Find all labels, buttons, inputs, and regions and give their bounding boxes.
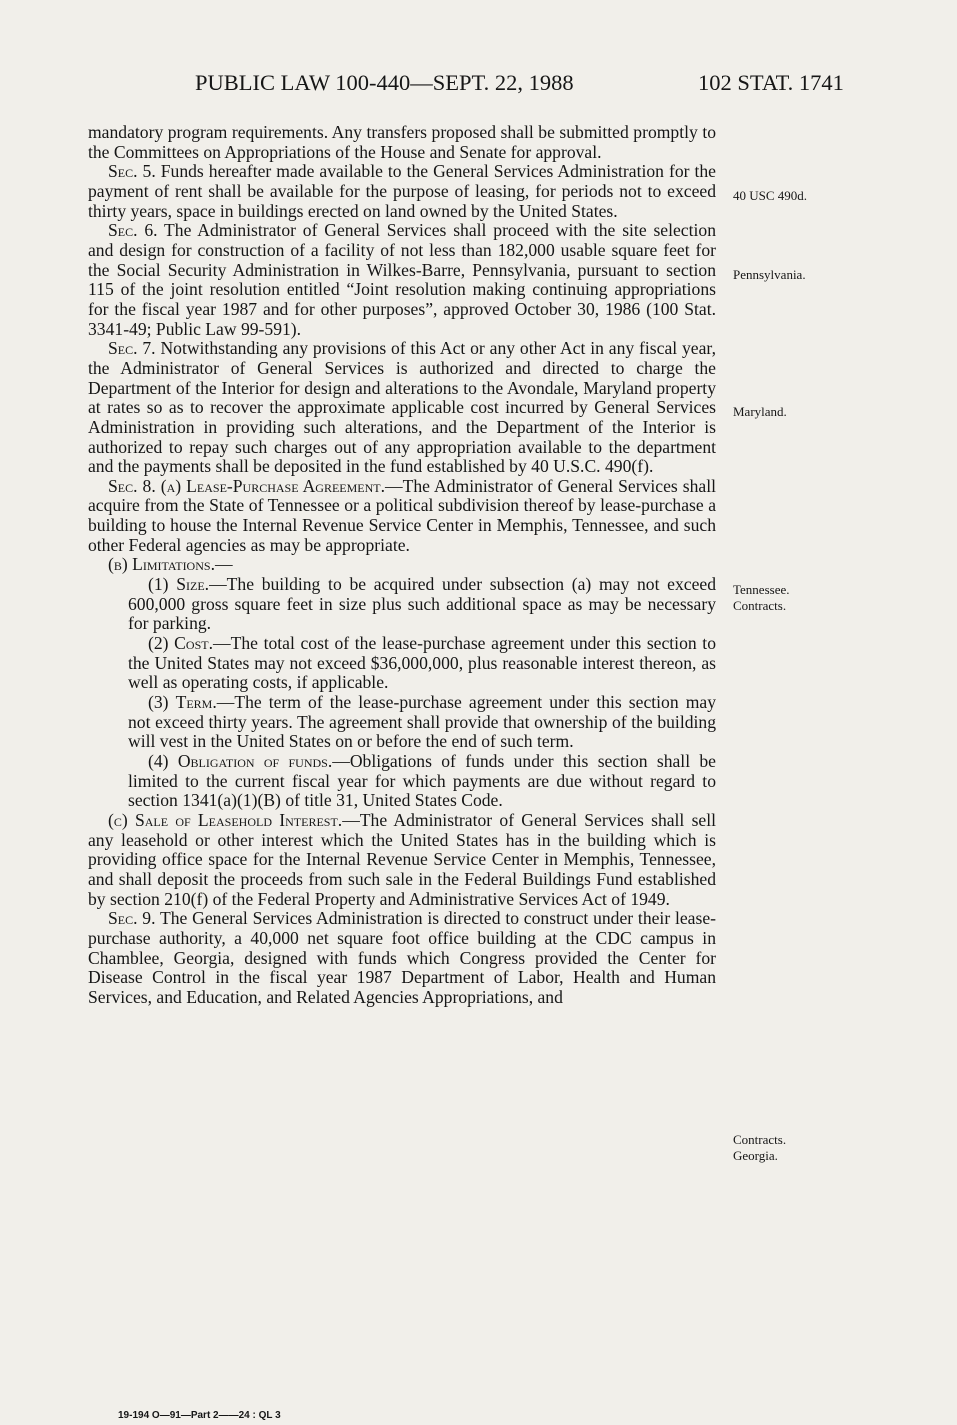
law-text	[88, 123, 716, 1008]
page-header	[0, 70, 957, 106]
item-number: (1)	[148, 574, 177, 595]
margin-note-maryland: Maryland.	[733, 404, 787, 419]
margin-note-contracts: Contracts.	[733, 598, 787, 613]
section-text: —The Administrator of General Services shall acquire from the State of Tennessee or a political subdivision thereof by lease-purchase a building to house the Internal Revenue Service Center in Memphis, Tennessee, and such other Federal agencies as may be appropriate.	[88, 475, 716, 555]
section-text: Notwithstanding any provisions of this Act or any other Act in any fiscal year, the Administrator of General Services is authorized and directed to charge the Department of the Interior for design and alterations to the Avondale, Maryland property at rates so as to recover the approximate applicable cost incurred by General Services Administration in providing such alterations, and the Department of the Interior is authorized to repay such charges out of any appropriation available to the department and the payments shall be deposited in the fund established by 40 U.S.C. 490(f).	[88, 338, 716, 477]
paragraph-8b-1	[88, 575, 716, 634]
item-number: (2)	[148, 633, 175, 654]
item-heading: Obligation of funds.	[177, 751, 333, 771]
subsection-heading: (b) Limitations.	[108, 554, 215, 575]
section-label: Sec. 6.	[108, 220, 158, 241]
section-8a	[88, 477, 716, 556]
paragraph-8b-4	[88, 752, 716, 811]
section-6	[88, 221, 716, 339]
footer-print-code: 19-194 O—91—Part 2——24 : QL 3	[118, 1410, 281, 1421]
section-8c	[88, 811, 716, 909]
margin-note-pennsylvania: Pennsylvania.	[733, 267, 806, 282]
section-label: Sec. 5.	[108, 161, 156, 182]
header-title: PUBLIC LAW 100-440—SEPT. 22, 1988	[195, 70, 574, 95]
item-text: —The total cost of the lease-purchase agreement under this section to the United States may not exceed $36,000,000, plus reasonable interest thereon, as well as operating costs, if applicable.	[128, 633, 716, 693]
item-number: (3)	[148, 692, 176, 713]
item-text: —Obligations of funds under this section shall be limited to the current fiscal year for which payments are due without regard to section 1341(a)(1)(B) of title 31, United States Code.	[128, 751, 716, 811]
margin-note-georgia: Georgia.	[733, 1148, 778, 1163]
item-heading: Size.	[176, 574, 210, 595]
item-text: —The term of the lease-purchase agreement under this section may not exceed thirty years. The agreement shall provide that ownership of the building will vest in the United States on or before the end of such term.	[128, 692, 716, 752]
paragraph-8b-2	[88, 634, 716, 693]
section-text: The General Services Administration is directed to construct under their lease-purchase authority, a 40,000 net square foot office building at the CDC campus in Chamblee, Georgia, designed with funds which Congress provided the Center for Disease Control in the fiscal year 1987 Department of Labor, Health and Human Services, and Education, and Related Agencies Appropriations, and	[88, 908, 716, 1007]
section-9	[88, 909, 716, 1007]
section-label: Sec. 7.	[108, 338, 156, 359]
subsection-heading: (a) Lease-Purchase Agreement.	[155, 475, 386, 496]
paragraph-continuation: mandatory program requirements. Any transfers proposed shall be submitted promptly to the Committees on Appropriations of the House and Senate for approval.	[88, 122, 716, 162]
item-text: —The building to be acquired under subsection (a) may not exceed 600,000 gross square feet in size plus such additional space as may be necessary for parking.	[128, 574, 716, 634]
section-text: The Administrator of General Services shall proceed with the site selection and design for construction of a facility of not less than 182,000 usable square feet for the Social Security Administration in Wilkes-Barre, Pennsylvania, pursuant to section 115 of the joint resolution entitled “Joint resolution making continuing appropriations for the fiscal year 1987 and for other purposes”, approved October 30, 1986 (100 Stat. 3341-49; Public Law 99-591).	[88, 220, 716, 339]
section-text: —The Administrator of General Services shall sell any leasehold or other interest which the United States has in the building which is providing office space for the Internal Revenue Service Center in Memphis, Tennessee, and shall deposit the proceeds from such sale in the Federal Buildings Fund established by section 210(f) of the Federal Property and Administrative Services Act of 1949.	[88, 809, 717, 909]
header-stat-page: 102 STAT. 1741	[698, 70, 844, 95]
item-heading: Term.	[175, 692, 217, 713]
section-7	[88, 339, 716, 477]
paragraph-8b-3	[88, 693, 716, 752]
subsection-heading: (c) Sale of Leasehold Interest.	[108, 809, 343, 830]
section-text: —	[214, 554, 233, 575]
item-number: (4)	[148, 751, 178, 771]
margin-note-contracts-2: Contracts.	[733, 1132, 787, 1147]
margin-note-usc: 40 USC 490d.	[733, 188, 808, 203]
item-heading: Cost.	[174, 633, 213, 654]
margin-note-tennessee: Tennessee.	[733, 582, 790, 597]
section-label: Sec. 8.	[108, 475, 156, 496]
section-text: Funds hereafter made available to the General Services Administration for the payment of rent shall be available for the purpose of leasing, for periods not to exceed thirty years, space in buildings erected on land owned by the United States.	[88, 161, 716, 221]
section-5	[88, 162, 716, 221]
section-8b	[88, 555, 716, 575]
section-label: Sec. 9.	[108, 908, 156, 929]
